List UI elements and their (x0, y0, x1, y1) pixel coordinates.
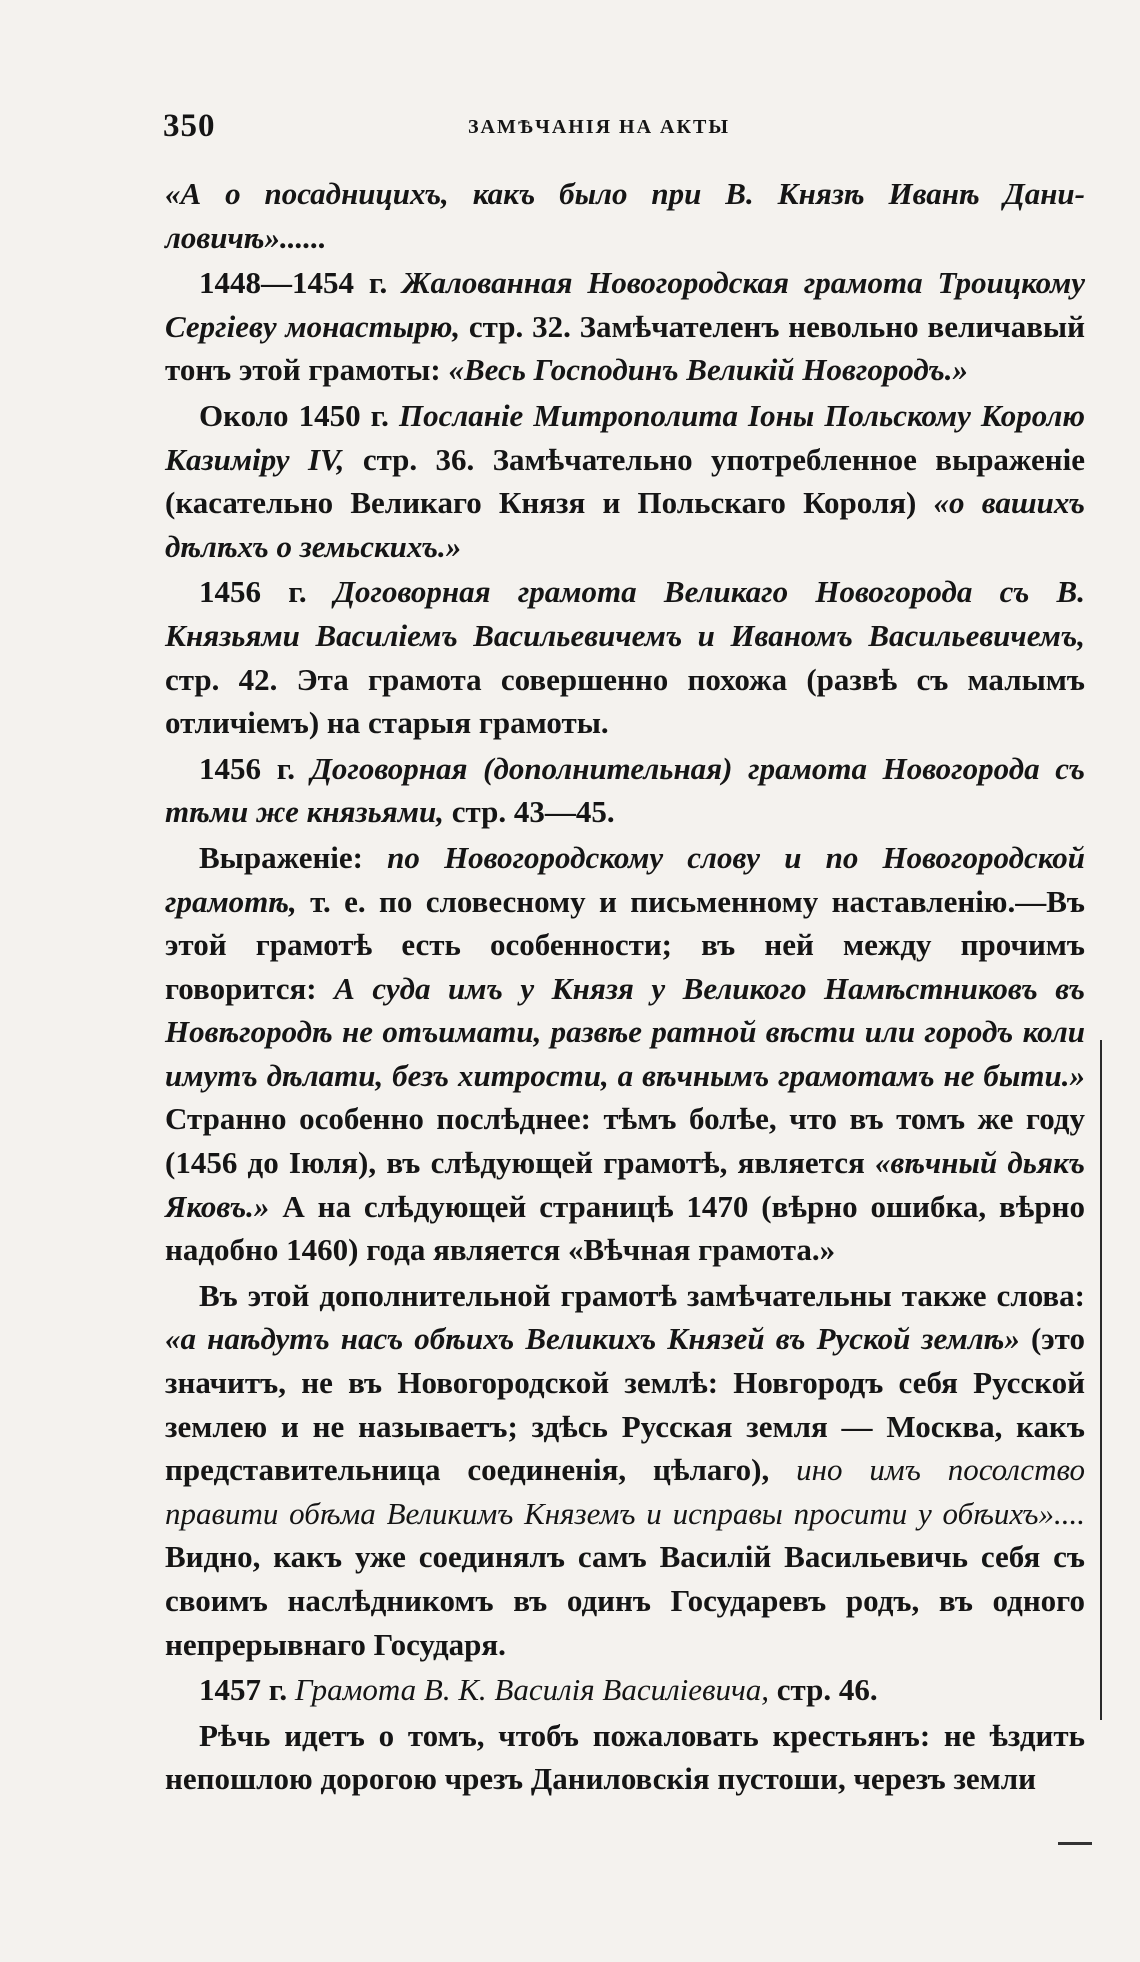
paragraph-p9 (165, 1714, 1085, 1801)
text-segment: стр. 43—45. (444, 794, 615, 830)
margin-rule-line (1100, 1040, 1102, 1720)
text-segment: ино имъ посолство правити обѣма Великимъ Княземъ и исправы просити у обѣихъ».... (165, 1452, 1086, 1531)
text-segment: Рѣчь идетъ о томъ, чтобъ пожаловать крестьянъ: не ѣздить непошлою дорогою чрезъ Даниловскія пустоши, черезъ земли (165, 1717, 1085, 1797)
paragraph-p5 (165, 747, 1085, 834)
text-segment: «вѣчный дьякъ Яковъ.» (165, 1145, 1085, 1224)
text-segment: 1448—1454 г. (199, 265, 403, 301)
text-segment: Жалованная Новогородская грамота Троицкому Сергіеву монастырю, (165, 265, 1085, 344)
text-segment: Странно особенно послѣднее: тѣмъ болѣе, что въ томъ же году (1456 до Іюля), въ слѣдующей грамотѣ, является (165, 1101, 1085, 1181)
text-segment: 1456 г. (199, 750, 311, 786)
text-segment: Выраженіе: (199, 839, 388, 875)
paragraph-p2 (165, 261, 1085, 392)
text-segment: «а наѣдутъ насъ обѣихъ Великихъ Князей въ Руской землѣ» (165, 1321, 1020, 1357)
paragraph-p4 (165, 570, 1085, 744)
text-segment: т. е. по словесному и письменному наставленію.—Въ этой грамотѣ есть особенности; въ ней между прочимъ говорится: (165, 883, 1085, 1006)
text-segment: стр. 46. (769, 1672, 878, 1708)
text-segment: «Весь Господинъ Великій Новгородъ.» (448, 352, 968, 388)
text-segment: «А о посадницихъ, какъ было при В. Князѣ Иванѣ Дани-ловичѣ»...... (165, 176, 1085, 255)
margin-dash-mark (1058, 1842, 1092, 1845)
text-segment: А суда имъ у Князя у Великого Намѣстниковъ въ Новѣгородѣ не отъимати, развѣе ратной вѣсти или городъ коли имутъ дѣлати, безъ хитрости, а вѣчнымъ грамотамъ не быти.» (165, 970, 1085, 1093)
paragraph-p1 (165, 172, 1085, 259)
text-segment: Около 1450 г. (199, 397, 399, 433)
text-segment: стр. 36. Замѣчательно употребленное выраженіе (касательно Великаго Князя и Польскаго Короля) (165, 441, 1085, 521)
text-segment: Договорная (дополнительная) грамота Новогорода съ тѣми же князьями, (165, 750, 1085, 830)
text-segment: Въ этой дополнительной грамотѣ замѣчательны также слова: (199, 1277, 1085, 1313)
text-segment: стр. 32. Замѣчателенъ невольно величавый тонъ этой грамоты: (165, 308, 1086, 388)
text-segment: А на слѣдующей страницѣ 1470 (вѣрно ошибка, вѣрно надобно 1460) года является «Вѣчная грамота.» (165, 1188, 1085, 1268)
page-header (163, 108, 983, 158)
text-segment: Договорная грамота Великаго Новогорода съ В. Князьями Василіемъ Васильевичемъ и Иваномъ Васильевичемъ, (165, 574, 1085, 653)
text-segment: Грамота В. К. Василія Василіевича, (294, 1672, 770, 1708)
paragraph-p6 (165, 836, 1085, 1272)
text-segment: 1457 г. (199, 1672, 295, 1708)
text-segment: (это значитъ, не въ Новогородской землѣ: Новгородъ себя Русской землею и не называетъ; здѣсь Русская земля — Москва, какъ представительница соединенія, цѣлаго), (165, 1321, 1085, 1488)
text-segment: «о вашихъ дѣлѣхъ о земьскихъ.» (165, 485, 1085, 564)
paragraph-p8 (165, 1668, 1085, 1712)
text-segment: Посланіе Митрополита Іоны Польскому Королю Казиміру IV, (165, 397, 1085, 477)
text-segment: Видно, какъ уже соединялъ самъ Василій Васильевичь себя съ своимъ наслѣдникомъ въ одинъ Государевъ родъ, въ одного непрерывнаго Государя. (165, 1539, 1085, 1662)
paragraph-p3 (165, 394, 1085, 568)
page-number: 350 (163, 108, 216, 144)
text-segment: 1456 г. (199, 574, 334, 610)
text-segment: по Новогородскому слову и по Новогородской грамотѣ, (165, 839, 1085, 919)
running-head: ЗАМѢЧАНІЯ НА АКТЫ (468, 116, 730, 138)
text-segment: стр. 42. Эта грамота совершенно похожа (развѣ съ малымъ отличіемъ) на старыя грамоты. (165, 661, 1085, 741)
paragraph-p7 (165, 1274, 1085, 1666)
body-text (165, 172, 1085, 1801)
